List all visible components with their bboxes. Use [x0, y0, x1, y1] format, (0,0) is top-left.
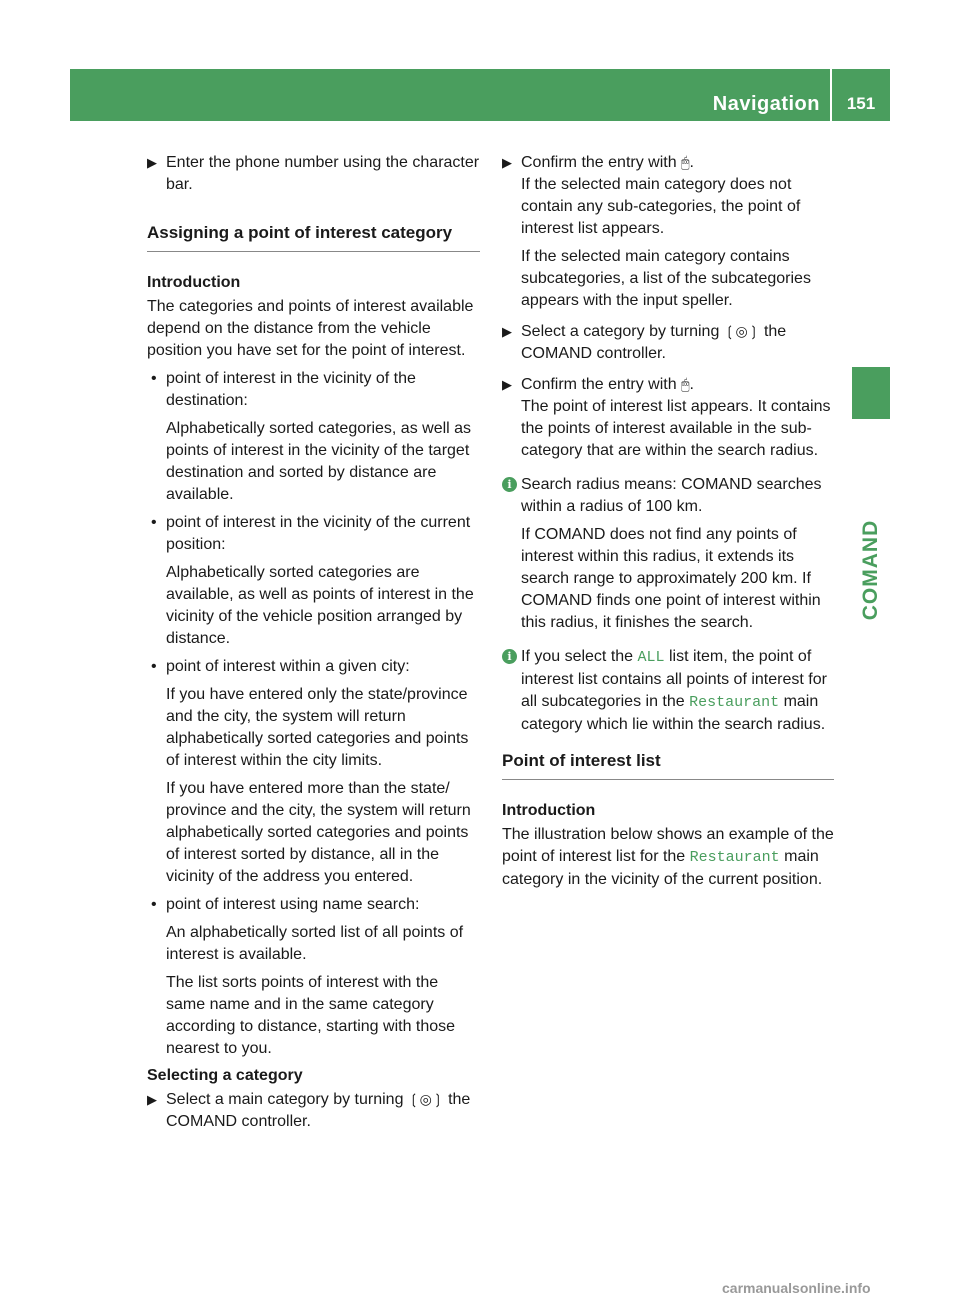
info-note-search-radius-2: If COMAND does not find any points of interest within this radius, it extends its search range to approximately 200 km. If COMAND finds one point of interest within this radius, it finishes the search.: [521, 526, 821, 631]
side-tab-marker: [852, 367, 890, 419]
watermark: carmanualsonline.info: [722, 1280, 871, 1296]
rotate-controller-icon: ❲◎❳: [723, 324, 760, 340]
heading-assign-category: Assigning a point of interest category: [147, 222, 480, 252]
selecting-heading: Selecting a category: [147, 1067, 303, 1084]
bullet-paragraph: If you have entered more than the state/ province and the city, the system will return alphabetically sorted categories and points of interest sorted by distance, all in the vicinity of the address you entered.: [166, 780, 471, 885]
confirm-2-text: The point of interest list appears. It contains the points of interest available in the sub-category that are within the search radius.: [521, 398, 831, 459]
bullet-paragraph: The list sorts points of interest with the same name and in the same category according to distance, starting with those nearest to you.: [166, 974, 456, 1057]
section-title: Navigation: [712, 93, 820, 115]
intro-text: The categories and points of interest available depend on the distance from the vehicle position you have set for the point of interest.: [147, 298, 474, 359]
page-number: 151: [846, 94, 876, 113]
step-arrow-icon: ▶: [147, 155, 157, 170]
step-arrow-icon: ▶: [502, 155, 512, 170]
side-tab-label: COMAND: [859, 519, 882, 621]
bullet-item: • point of interest in the vicinity of the destination:: [151, 370, 416, 409]
step-select-category: ▶ Select a category by turning ❲◎❳ the COMAND controller.: [502, 323, 787, 362]
bullet-item: • point of interest in the vicinity of the current position:: [151, 514, 471, 553]
step-arrow-icon: ▶: [502, 324, 512, 339]
info-note-all-item: i If you select the ALL list item, the point of interest list contains all points of interest for all subcategories in the Restaurant main category which lie within the search radius.: [502, 646, 834, 736]
bullet-dot-icon: •: [151, 658, 157, 675]
bullet-dot-icon: •: [151, 514, 157, 531]
rotate-controller-icon: ❲◎❳: [407, 1092, 444, 1108]
right-column: [502, 152, 834, 891]
confirm-subtext-1: If the selected main category does not contain any sub-categories, the point of interest list appears.: [521, 176, 801, 237]
step-enter-phone: ▶ Enter the phone number using the character bar.: [147, 154, 480, 193]
left-column: [147, 152, 480, 1133]
info-note-search-radius: i Search radius means: COMAND searches within a radius of 100 km.: [502, 474, 834, 518]
intro-heading: Introduction: [147, 274, 241, 291]
info-icon: i: [502, 477, 517, 492]
step-arrow-icon: ▶: [502, 377, 512, 392]
header-bar: [70, 69, 890, 121]
poi-intro-text: The illustration below shows an example of the point of interest list for the Restaurant main category in the vicinity of the current position.: [502, 826, 834, 888]
step-select-main: ▶ Select a main category by turning ❲◎❳ the COMAND controller.: [147, 1091, 471, 1130]
bullet-item: • point of interest using name search:: [147, 894, 480, 916]
poi-intro-heading: Introduction: [502, 802, 596, 819]
bullet-item: • point of interest within a given city:: [147, 656, 480, 678]
press-controller-icon: 🖱︎: [681, 155, 690, 171]
category-bullet-list: [147, 368, 480, 1060]
step-confirm: ▶ Confirm the entry with 🖱︎.: [502, 152, 834, 174]
bullet-paragraph: An alphabetically sorted list of all points of interest is available.: [166, 924, 464, 963]
confirm-subtext-2: If the selected main category contains subcategories, a list of the subcategories appears with the input speller.: [521, 248, 811, 309]
step-arrow-icon: ▶: [147, 1092, 157, 1107]
step-confirm-2: ▶ Confirm the entry with 🖱︎.: [502, 374, 834, 396]
bullet-paragraph: Alphabetically sorted categories are available, as well as points of interest in the vicinity of the vehicle position arranged by distance.: [166, 564, 474, 647]
heading-poi-list: Point of interest list: [502, 750, 834, 780]
bullet-paragraph: If you have entered only the state/province and the city, the system will return alphabetically sorted categories and points of interest within the city limits.: [166, 686, 469, 769]
bullet-dot-icon: •: [151, 896, 157, 913]
bullet-paragraph: Alphabetically sorted categories, as well as points of interest in the vicinity of the target destination and sorted by distance are available.: [166, 420, 472, 503]
press-controller-icon: 🖱︎: [681, 377, 690, 393]
info-icon: i: [502, 649, 517, 664]
bullet-dot-icon: •: [151, 370, 157, 387]
